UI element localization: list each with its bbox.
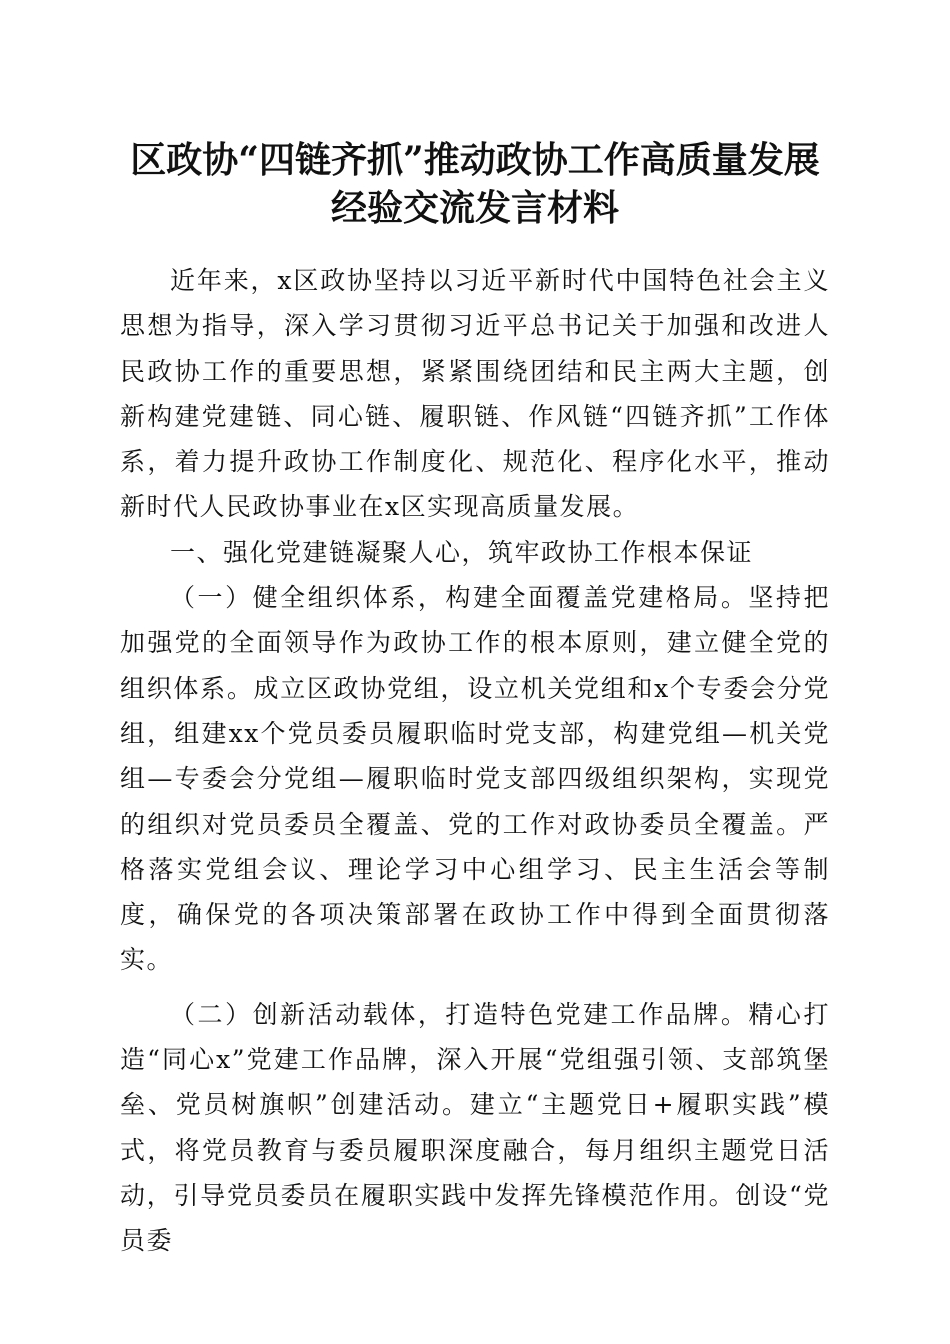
subsection-paragraph-2 (120, 992, 830, 1264)
document-title-line1: 区政协“四链齐抓”推动政协工作高质量发展 (130, 139, 820, 181)
subsection-lead-1: （一）健全组织体系，构建全面覆盖党建格局。 (170, 583, 749, 613)
intro-paragraph: 近年来，x区政协坚持以习近平新时代中国特色社会主义思想为指导，深入学习贯彻习近平总书记关于加强和改进人民政协工作的重要思想，紧紧围绕团结和民主两大主题，创新构建党建链、同心链、履职链、作风链“四链齐抓”工作体系，着力提升政协工作制度化、规范化、程序化水平，推动新时代人民政协事业在x区实现高质量发展。 (120, 266, 830, 522)
subsection-paragraph-1 (120, 575, 830, 983)
subsection-lead-2: （二）创新活动载体，打造特色党建工作品牌。 (170, 999, 749, 1029)
subsection-body-1: 坚持把加强党的全面领导作为政协工作的根本原则，建立健全党的组织体系。成立区政协党组，设立机关党组和x个专委会分党组，组建xx个党员委员履职临时党支部，构建党组—机关党组—专委会分党组—履职临时党支部四级组织架构，实现党的组织对党员委员全覆盖、党的工作对政协委员全覆盖。严格落实党组会议、理论学习中心组学习、民主生活会等制度，确保党的各项决策部署在政协工作中得到全面贯彻落实。 (120, 583, 830, 975)
document-title-line2: 经验交流发言材料 (330, 187, 619, 229)
subsection-body-2: 精心打造“同心x”党建工作品牌，深入开展“党组强引领、支部筑堡垒、党员树旗帜”创建活动。建立“主题党日+履职实践”模式，将党员教育与委员履职深度融合，每月组织主题党日活动，引导党员委员在履职实践中发挥先锋模范作用。创设“党员委 (120, 999, 830, 1256)
section-heading-1: 一、强化党建链凝聚人心，筑牢政协工作根本保证 (170, 537, 754, 567)
document-body (120, 258, 830, 1264)
